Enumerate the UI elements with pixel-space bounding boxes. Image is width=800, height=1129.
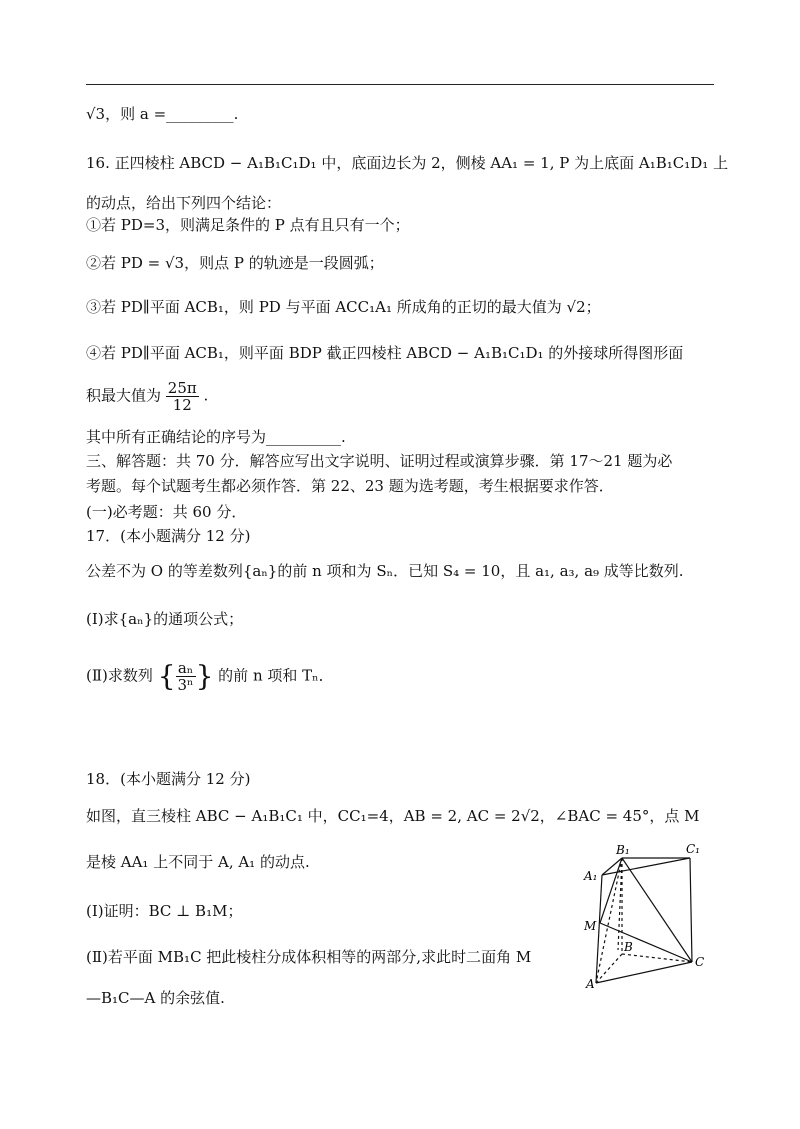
q17-part-2 [86, 660, 334, 693]
section3-intro-1: 三、解答题：共 70 分．解答应写出文字说明、证明过程或演算步骤．第 17～21 题为必 [86, 452, 673, 470]
q18-part-2a: (Ⅱ)若平面 MB₁C 把此棱柱分成体积相等的两部分,求此时二面角 M [86, 948, 532, 966]
brace-left: { [157, 659, 176, 693]
q17-part2-post: 的前 n 项和 Tₙ． [218, 666, 334, 685]
section3-required: (一)必考题：共 60 分． [86, 503, 247, 521]
q16-answer-blank: 其中所有正确结论的序号为__________. [86, 428, 346, 446]
label-C: C [695, 955, 705, 969]
label-M: M [584, 919, 597, 933]
q16-conclusion-1: ①若 PD=3，则满足条件的 P 点有且只有一个； [86, 216, 410, 234]
q16-stem-2: 的动点，给出下列四个结论： [86, 194, 282, 212]
label-C1: C₁ [686, 842, 700, 856]
label-B1: B₁ [616, 843, 630, 857]
fraction-an-3n [176, 660, 196, 693]
answer-line-15: √3，则 a =_________. [86, 105, 239, 123]
q16-conclusion-2: ②若 PD = √3，则点 P 的轨迹是一段圆弧； [86, 254, 384, 272]
q17-part-1: (I)求{aₙ}的通项公式； [86, 610, 244, 628]
label-B: B [624, 940, 633, 954]
q16-stem-1: 16. 正四棱柱 ABCD − A₁B₁C₁D₁ 中，底面边长为 2，侧棱 AA₁ = 1, P 为上底面 A₁B₁C₁D₁ 上 [86, 154, 729, 172]
q17-heading: 17．(本小题满分 12 分) [86, 527, 251, 545]
brace-right: } [195, 659, 214, 693]
fraction-denominator: 12 [172, 396, 192, 414]
prism-figure [572, 838, 722, 998]
q18-stem-2: 是棱 AA₁ 上不同于 A, A₁ 的动点. [86, 853, 310, 871]
q18-part-1: (I)证明：BC ⊥ B₁M； [86, 902, 243, 920]
q18-heading: 18．(本小题满分 12 分) [86, 770, 251, 788]
q16-c4b-post: . [203, 386, 209, 405]
q18-stem-1: 如图，直三棱柱 ABC − A₁B₁C₁ 中，CC₁=4，AB = 2, AC = 2√2，∠BAC = 45°，点 M [86, 807, 700, 825]
q18-part-2b: —B₁C—A 的余弦值. [86, 989, 225, 1007]
header-rule [86, 84, 714, 85]
label-A: A [586, 977, 595, 991]
label-A1: A₁ [584, 869, 598, 883]
q17-part2-pre: (Ⅱ)求数列 [86, 666, 153, 685]
section3-intro-2: 考题。每个试题考生都必须作答．第 22、23 题为选考题，考生根据要求作答． [86, 477, 614, 495]
fraction-denominator: 3ⁿ [177, 676, 194, 694]
fraction-numerator: 25π [167, 379, 197, 397]
q17-stem: 公差不为 O 的等差数列{aₙ}的前 n 项和为 Sₙ．已知 S₄ = 10，且 a₁, a₃, a₉ 成等比数列. [86, 562, 684, 580]
q16-conclusion-3: ③若 PD∥平面 ACB₁，则 PD 与平面 ACC₁A₁ 所成角的正切的最大值为 √2； [86, 298, 601, 316]
fraction-numerator: aₙ [176, 660, 196, 677]
q16-conclusion-4b [86, 380, 208, 413]
q16-conclusion-4a: ④若 PD∥平面 ACB₁，则平面 BDP 截正四棱柱 ABCD − A₁B₁C₁D₁ 的外接球所得图形面 [86, 344, 684, 362]
fraction-25pi-12 [166, 380, 199, 413]
q16-c4b-pre: 积最大值为 [86, 386, 162, 405]
